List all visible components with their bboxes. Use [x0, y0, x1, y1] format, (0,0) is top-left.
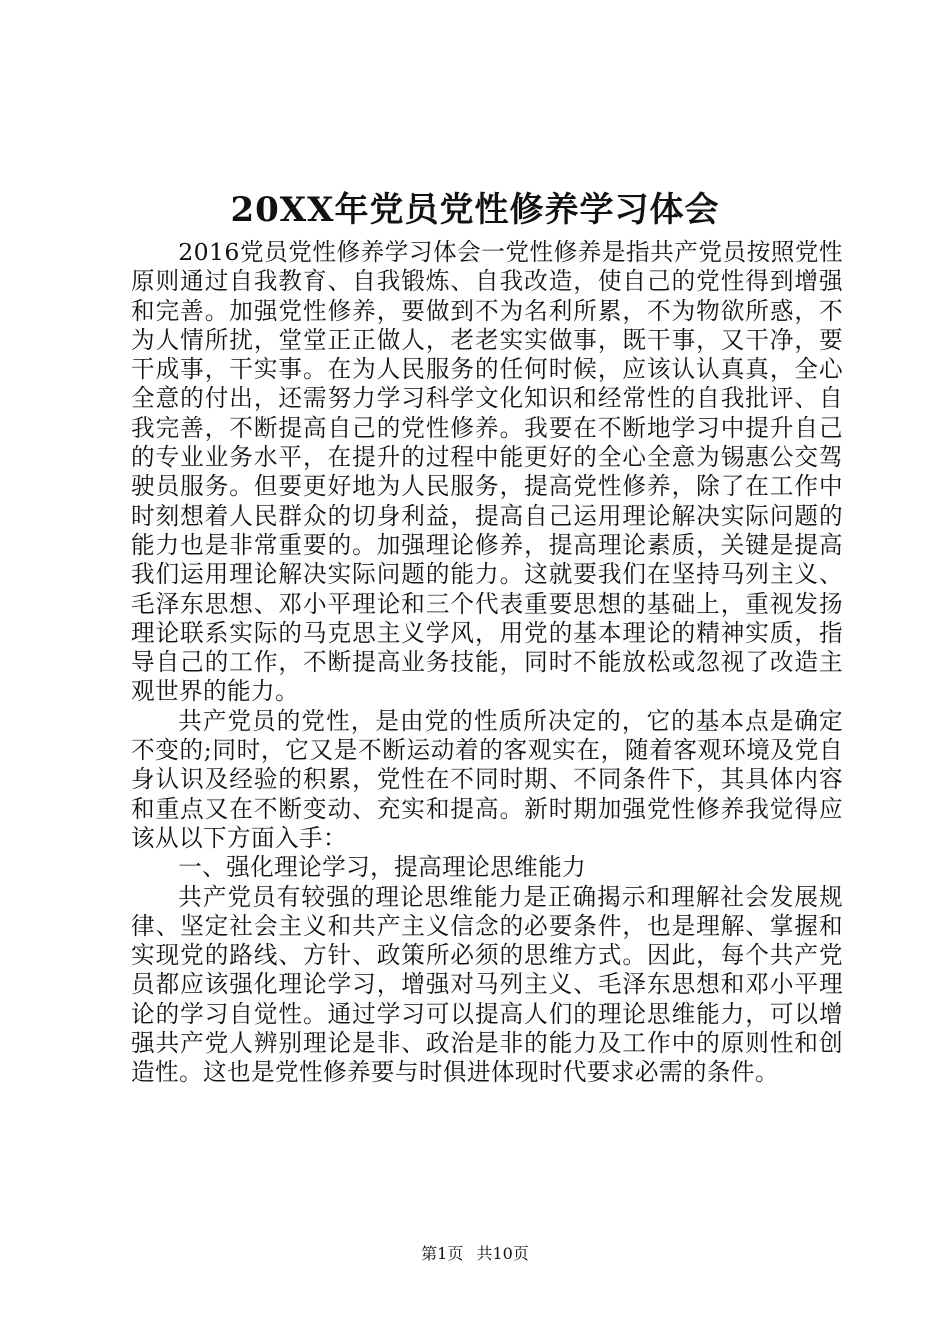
- paragraph-1: 2016党员党性修养学习体会一党性修养是指共产党员按照党性原则通过自我教育、自我锻炼、自我改造，使自己的党性得到增强和完善。加强党性修养，要做到不为名利所累，不为物欲所惑，不为人情所扰，堂堂正正做人，老老实实做事，既干事，又干净，要干成事，干实事。在为人民服务的任何时候，应该认认真真，全心全意的付出，还需努力学习科学文化知识和经常性的自我批评、自我完善，不断提高自己的党性修养。我要在不断地学习中提升自己的专业业务水平，在提升的过程中能更好的全心全意为锡惠公交驾驶员服务。但要更好地为人民服务，提高党性修养，除了在工作中时刻想着人民群众的切身利益，提高自己运用理论解决实际问题的能力也是非常重要的。加强理论修养，提高理论素质，关键是提高我们运用理论解决实际问题的能力。这就要我们在坚持马列主义、毛泽东思想、邓小平理论和三个代表重要思想的基础上，重视发扬理论联系实际的马克思主义学风，用党的基本理论的精神实质，指导自己的工作，不断提高业务技能，同时不能放松或忽视了改造主观世界的能力。: [131, 238, 843, 706]
- document-title: 20XX年党员党性修养学习体会: [230, 190, 720, 230]
- paragraph-2: 共产党员的党性，是由党的性质所决定的，它的基本点是确定不变的;同时，它又是不断运动着的客观实在，随着客观环境及党自身认识及经验的积累，党性在不同时期、不同条件下，其具体内容和重点又在不断变动、充实和提高。新时期加强党性修养我觉得应该从以下方面入手：: [131, 706, 843, 852]
- page-total: 共10页: [476, 1244, 529, 1263]
- page-footer: [0, 1242, 950, 1266]
- section-heading-1: 一、强化理论学习，提高理论思维能力: [178, 853, 587, 882]
- paragraph-3: 共产党员有较强的理论思维能力是正确揭示和理解社会发展规律、坚定社会主义和共产主义信念的必要条件，也是理解、掌握和实现党的路线、方针、政策所必须的思维方式。因此，每个共产党员都应该强化理论学习，增强对马列主义、毛泽东思想和邓小平理论的学习自觉性。通过学习可以提高人们的理论思维能力，可以增强共产党人辨别理论是非、政治是非的能力及工作中的原则性和创造性。这也是党性修养要与时俱进体现时代要求必需的条件。: [131, 882, 843, 1087]
- page-number: 第1页: [421, 1244, 464, 1263]
- document-body: [131, 238, 843, 1088]
